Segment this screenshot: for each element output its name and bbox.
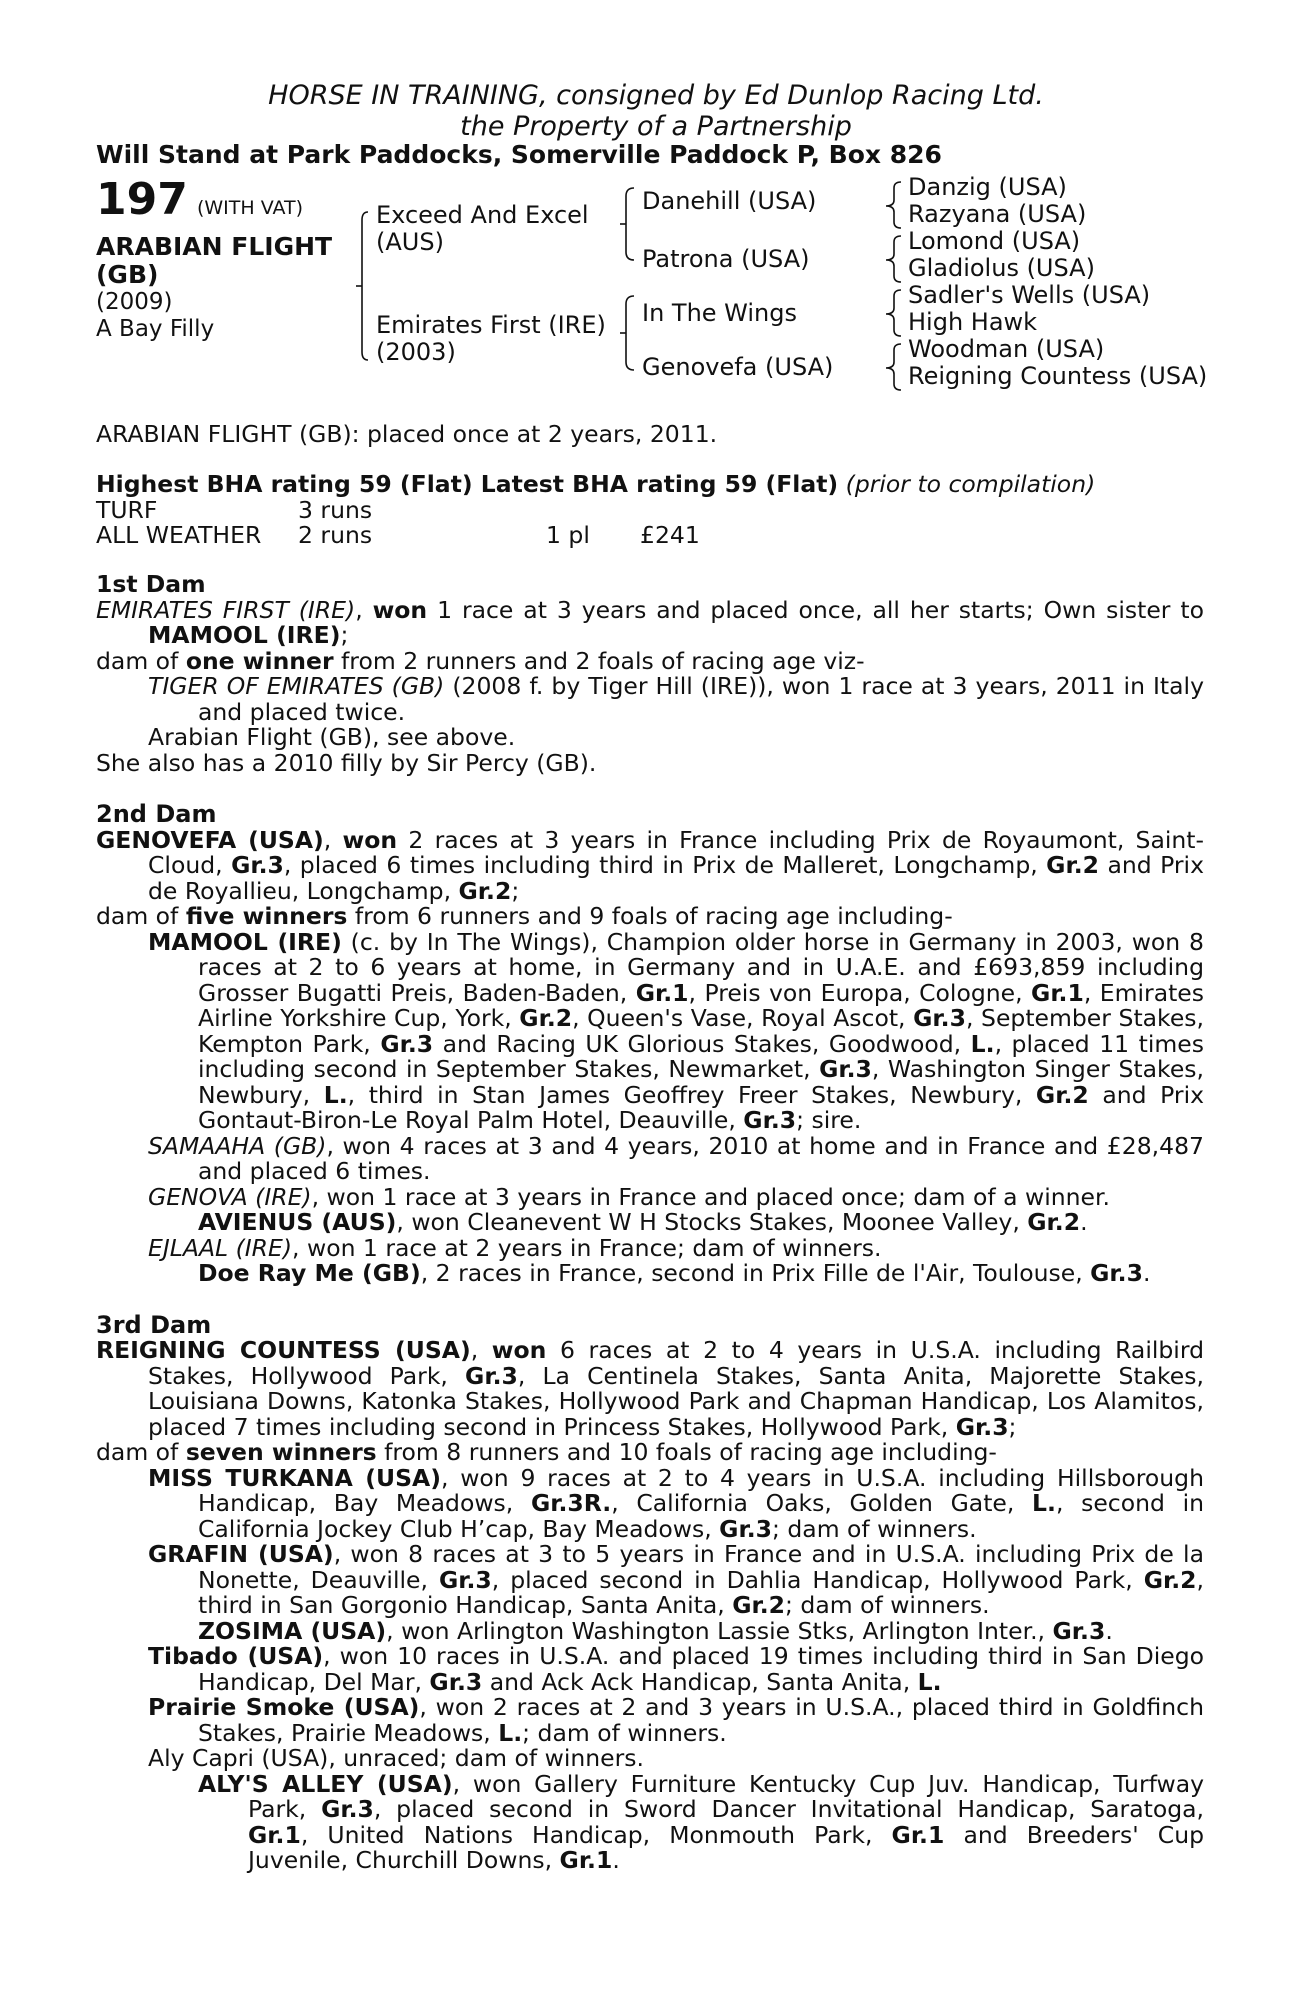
dam1-produce-a: dam of <box>96 646 186 675</box>
avienus-record <box>96 1210 1204 1236</box>
aa-t4: and Breeders' Cup Juvenile, Churchill Downs, <box>248 1820 1204 1874</box>
dam3-name: REIGNING COUNTESS (USA) <box>96 1336 471 1364</box>
gen3-dsd: High Hawk <box>908 308 1038 336</box>
doe-name: Doe Ray Me (GB) <box>198 1259 421 1287</box>
mamool-t7: , placed 11 times including second in September Stakes, Newmarket, <box>198 1029 1204 1083</box>
dam2-g2b: Gr.2 <box>458 876 512 905</box>
dam3-g3a: Gr.3 <box>465 1361 518 1390</box>
grafin-g3: Gr.3 <box>438 1565 492 1594</box>
bha-rating: Highest BHA rating 59 (Flat) Latest BHA rating 59 (Flat) <box>96 470 839 498</box>
mamool-t5: , September Stakes, Kempton Park, <box>198 1004 1205 1058</box>
dam1-name: EMIRATES FIRST (IRE) <box>96 595 356 624</box>
horse-description: A Bay Filly <box>96 316 215 342</box>
mamool-g2a: Gr.2 <box>519 1004 573 1032</box>
rating-line <box>96 470 1095 498</box>
dam3-produce <box>96 1440 1204 1466</box>
dam1-produce-c: from 2 runners and 2 foals of racing age viz- <box>333 646 865 675</box>
doe-grade: Gr.3 <box>1090 1259 1143 1287</box>
dam-name: Emirates First (IRE) <box>376 311 606 339</box>
grafin-record <box>96 1542 1204 1619</box>
aa-g3: Gr.3 <box>321 1795 374 1823</box>
genova-name: GENOVA (IRE) <box>148 1182 312 1211</box>
sire-name: Exceed And Excel <box>376 201 589 229</box>
aw-placed: 1 pl <box>546 521 590 549</box>
foaling-year: (2009) <box>96 289 173 315</box>
aa-g1c: Gr.1 <box>559 1846 613 1874</box>
dam3-t3: ; <box>1008 1412 1017 1441</box>
samaaha-text: , won 4 races at 3 and 4 years, 2010 at home and in France and £28,487 and placed 6 times. <box>198 1131 1204 1185</box>
dam1-produce <box>96 646 1204 675</box>
grafin-t3: , third in San Gorgonio Handicap, Santa Anita, <box>198 1565 1204 1619</box>
ps-t2: ; dam of winners. <box>522 1718 727 1747</box>
dam-sire: In The Wings <box>642 299 798 327</box>
mamool-record <box>96 927 1205 1134</box>
mamool-g1a: Gr.1 <box>635 978 689 1007</box>
mamool-t1: (c. by In The Wings), Champion older horse in Germany in 2003, won 8 races at 2 to 6 years at home, in Germany and in U.A.E. and £693,859 including Grosser Bugatti Preis, Baden-Baden, <box>198 927 1204 1007</box>
mamool-g2b: Gr.2 <box>1035 1080 1089 1109</box>
mamool-name: MAMOOL (IRE) <box>148 927 342 956</box>
grafin-t2: , placed second in Dahlia Handicap, Hollywood Park, <box>491 1565 1144 1594</box>
dam2-won: won <box>342 825 398 854</box>
tibado-t2: and Ack Ack Handicap, Santa Anita, <box>482 1667 918 1696</box>
dam1-end: ; <box>340 621 349 649</box>
dam2-produce-c: from 6 runners and 9 foals of racing age including- <box>347 902 953 930</box>
mt-g3: Gr.3 <box>719 1514 772 1543</box>
doe-text: , 2 races in France, second in Prix Fille de l'Air, Toulouse, <box>420 1259 1091 1287</box>
dam3-record: REIGNING COUNTESS (USA), won 6 races at 2 to 4 years in U.S.A. including Railbird Stakes, Hollywood Park, Gr.3, La Centinela Stakes, Santa Anita, Majorette Stakes, Louisiana Downs, Katonka Stakes, Hollywood Park and Chapman Handicap, Los Alamitos, placed 7 times including second in Princess Stakes, Hollywood Park, Gr.3; <box>96 1336 1204 1441</box>
mamool-t8: , Washington Singer Stakes, Newbury, <box>198 1055 1204 1109</box>
mamool-g3c: Gr.3 <box>819 1055 872 1083</box>
tibado-t1: , won 10 races in U.S.A. and placed 19 times including third in San Diego Handicap, Del Mar, <box>198 1642 1204 1696</box>
aw-label: ALL WEATHER <box>96 521 262 549</box>
prairie-smoke-record <box>96 1695 1204 1746</box>
ps-t1: , won 2 races at 2 and 3 years in U.S.A., placed third in Goldfinch Stakes, Prairie Meadows, <box>198 1693 1205 1747</box>
dam2-g2a: Gr.2 <box>1046 851 1099 879</box>
gen3-sdd: Gladiolus (USA) <box>908 254 1095 282</box>
gen3-sds: Lomond (USA) <box>908 227 1081 255</box>
gen3-ddd: Reigning Countess (USA) <box>908 362 1208 390</box>
dam1-foal-arabian: Arabian Flight (GB), see above. <box>148 723 516 751</box>
dam2-name: GENOVEFA (USA) <box>96 825 324 854</box>
aly-capri-record: Aly Capri (USA), unraced; dam of winners. <box>148 1744 644 1772</box>
dam2-t4: ; <box>511 876 520 905</box>
aa-g1b: Gr.1 <box>891 1820 945 1849</box>
genova-text: , won 1 race at 3 years in France and placed once; dam of a winner. <box>311 1182 1110 1211</box>
mamool-la: L. <box>970 1029 995 1058</box>
sire-country: (AUS) <box>376 228 444 256</box>
dam2-record: GENOVEFA (USA), won 2 races at 3 years in France including Prix de Royaumont, Saint-Cloud, Gr.3, placed 6 times including third in Prix de Malleret, Longchamp, Gr.2 and Prix de Royallieu, Longchamp, Gr.2; <box>96 825 1204 905</box>
dam <box>376 312 606 366</box>
miss-turkana-record <box>96 1463 1204 1543</box>
turf-label: TURF <box>96 496 158 524</box>
mamool-g3b: Gr.3 <box>380 1029 434 1058</box>
dam3-heading: 3rd Dam <box>96 1310 212 1339</box>
dam2-produce <box>96 904 1204 930</box>
gen3-dds: Woodman (USA) <box>908 335 1105 363</box>
dam1-note: She also has a 2010 filly by Sir Percy (GB). <box>96 748 597 777</box>
aw-runs: 2 runs <box>298 521 373 549</box>
grafin-name: GRAFIN (USA) <box>148 1540 334 1568</box>
tibado-l: L. <box>917 1667 942 1696</box>
turf-runs: 3 runs <box>298 496 373 524</box>
gen3-dss: Sadler's Wells (USA) <box>908 281 1151 309</box>
mamool-t3: , Emirates Airline Yorkshire Cup, York, <box>198 978 1205 1032</box>
tiger-text: (2008 f. by Tiger Hill (IRE)), won 1 race at 3 years, 2011 in Italy and placed twice. <box>198 672 1204 726</box>
avienus-name: AVIENUS (AUS) <box>198 1208 397 1236</box>
dam-dam: Genovefa (USA) <box>642 353 834 381</box>
dam2-produce-b: five winners <box>185 902 348 930</box>
doe-end: . <box>1142 1259 1151 1287</box>
mamool-g1b: Gr.1 <box>1031 978 1084 1007</box>
dam3-t1: 6 races at 2 to 4 years in U.S.A. including Railbird Stakes, Hollywood Park, <box>148 1336 1204 1390</box>
zosima-record <box>96 1616 1204 1645</box>
aa-t5: . <box>612 1846 620 1874</box>
mamool-t6: and Racing UK Glorious Stakes, Goodwood, <box>433 1029 971 1058</box>
doe-record <box>96 1261 1204 1287</box>
zosima-t2: . <box>1105 1616 1113 1645</box>
grafin-t4: ; dam of winners. <box>785 1591 990 1619</box>
dam1-foal-tiger <box>96 674 1204 725</box>
aa-t3: , United Nations Handicap, Monmouth Park, <box>300 1820 892 1849</box>
turf-record <box>96 496 373 524</box>
grafin-g2b: Gr.2 <box>732 1591 786 1619</box>
zosima-name: ZOSIMA (USA) <box>198 1616 387 1645</box>
mt-name: MISS TURKANA (USA) <box>148 1463 441 1492</box>
rating-note: (prior to compilation) <box>845 470 1096 498</box>
ejlaal-name: EJLAAL (IRE) <box>148 1233 293 1262</box>
dam3-t2: , La Centinela Stakes, Santa Anita, Majorette Stakes, Louisiana Downs, Katonka Stakes, Hollywood Park and Chapman Handicap, Los Alamitos, placed 7 times including second in Princess Stakes, Hollywood Park, <box>148 1361 1204 1441</box>
dam3-produce-a: dam of <box>96 1438 186 1466</box>
ps-name: Prairie Smoke (USA) <box>148 1693 420 1721</box>
mamool-t9: , third in Stan James Geoffrey Freer Stakes, Newbury, <box>347 1080 1036 1109</box>
dam1-text: 1 race at 3 years and placed once, all her starts; Own sister to <box>427 595 1204 624</box>
aa-name: ALY'S ALLEY (USA) <box>198 1769 453 1798</box>
avienus-end: . <box>1080 1208 1088 1236</box>
dam2-t3: and Prix de Royallieu, Longchamp, <box>148 851 1204 905</box>
mt-t3: , second in California Jockey Club H’cap, Bay Meadows, <box>198 1489 1204 1543</box>
zosima-g3: Gr.3 <box>1052 1616 1106 1645</box>
tiger-name: TIGER OF EMIRATES (GB) <box>148 672 445 700</box>
avienus-grade: Gr.2 <box>1027 1208 1081 1236</box>
sire-sire: Danehill (USA) <box>642 187 817 215</box>
sire <box>376 202 589 256</box>
genova-record <box>96 1182 1204 1211</box>
gen3-ssd: Razyana (USA) <box>908 200 1087 228</box>
dam-year: (2003) <box>376 338 456 366</box>
mt-t2: , California Oaks, Golden Gate, <box>611 1489 1033 1517</box>
mt-t1: , won 9 races at 2 to 4 years in U.S.A. including Hillsborough Handicap, Bay Meadows, <box>198 1463 1204 1517</box>
mamool-g3d: Gr.3 <box>743 1106 797 1134</box>
mt-g3r: Gr.3R. <box>530 1489 612 1517</box>
dam2-produce-a: dam of <box>96 902 186 930</box>
sire-dam: Patrona (USA) <box>642 245 810 273</box>
vat-note: (WITH VAT) <box>196 197 304 219</box>
dam2-heading: 2nd Dam <box>96 800 217 828</box>
mamool-t10: and Prix Gontaut-Biron-Le Royal Palm Hotel, Deauville, <box>198 1080 1204 1134</box>
mamool-t2: , Preis von Europa, Cologne, <box>688 978 1032 1007</box>
aw-record <box>96 521 796 549</box>
dam3-produce-b: seven winners <box>185 1438 377 1466</box>
avienus-text: , won Cleanevent W H Stocks Stakes, Moonee Valley, <box>396 1208 1028 1236</box>
mt-t4: ; dam of winners. <box>771 1514 977 1543</box>
dam1-sister: MAMOOL (IRE) <box>148 621 341 649</box>
consignor-line: HORSE IN TRAINING, consigned by Ed Dunlop Racing Ltd. <box>268 80 1044 111</box>
gen3-sss: Danzig (USA) <box>908 173 1067 201</box>
mamool-t11: ; sire. <box>796 1106 862 1134</box>
zosima-t1: , won Arlington Washington Lassie Stks, Arlington Inter., <box>386 1616 1053 1645</box>
lot-number: 197 <box>96 174 188 225</box>
grafin-g2a: Gr.2 <box>1143 1565 1197 1594</box>
dam1-heading: 1st Dam <box>96 570 206 598</box>
aw-earnings: £241 <box>640 521 700 549</box>
dam2-g3a: Gr.3 <box>231 851 284 879</box>
dam1-produce-b: one winner <box>185 646 334 675</box>
tibado-name: Tibado (USA) <box>148 1642 324 1670</box>
dam1-won: won <box>372 595 428 624</box>
family-notes <box>96 572 1204 1874</box>
ejlaal-text: , won 1 race at 2 years in France; dam of winners. <box>292 1233 882 1262</box>
grafin-t1: , won 8 races at 3 to 5 years in France and in U.S.A. including Prix de la Nonette, Deauville, <box>198 1540 1204 1594</box>
horse-name: ARABIAN FLIGHT <box>96 232 333 261</box>
samaaha-record <box>96 1131 1204 1185</box>
mamool-g3a: Gr.3 <box>913 1004 966 1032</box>
aa-t1: , won Gallery Furniture Kentucky Cup Juv. Handicap, Turfway Park, <box>248 1769 1204 1823</box>
ejlaal-record <box>96 1233 1204 1262</box>
mamool-lb: L. <box>323 1080 348 1109</box>
location-line: Will Stand at Park Paddocks, Somerville Paddock P, Box 826 <box>96 140 942 169</box>
aa-t2: , placed second in Sword Dancer Invitational Handicap, Saratoga, <box>373 1795 1205 1823</box>
race-summary: ARABIAN FLIGHT (GB): placed once at 2 years, 2011. <box>96 420 718 448</box>
mt-l: L. <box>1032 1489 1056 1517</box>
dam2-t1: 2 races at 3 years in France including Prix de Royaumont, Saint-Cloud, <box>148 825 1204 879</box>
dam1-record: EMIRATES FIRST (IRE), won 1 race at 3 years and placed once, all her starts; Own sister to MAMOOL (IRE); <box>96 595 1204 649</box>
ps-l: L. <box>498 1718 523 1747</box>
mamool-t4: , Queen's Vase, Royal Ascot, <box>572 1004 914 1032</box>
aa-g1a: Gr.1 <box>248 1820 301 1849</box>
samaaha-name: SAMAAHA (GB) <box>148 1131 327 1160</box>
alys-alley-record <box>96 1769 1205 1874</box>
dam3-produce-c: from 8 runners and 10 foals of racing age including- <box>376 1438 997 1466</box>
dam3-won: won <box>491 1336 547 1364</box>
horse-country: (GB) <box>96 260 159 289</box>
ownership-line: the Property of a Partnership <box>460 111 852 142</box>
tibado-record <box>96 1644 1204 1695</box>
tibado-g3: Gr.3 <box>429 1667 483 1696</box>
dam3-g3b: Gr.3 <box>955 1412 1009 1441</box>
dam2-t2: , placed 6 times including third in Prix de Malleret, Longchamp, <box>283 851 1047 879</box>
